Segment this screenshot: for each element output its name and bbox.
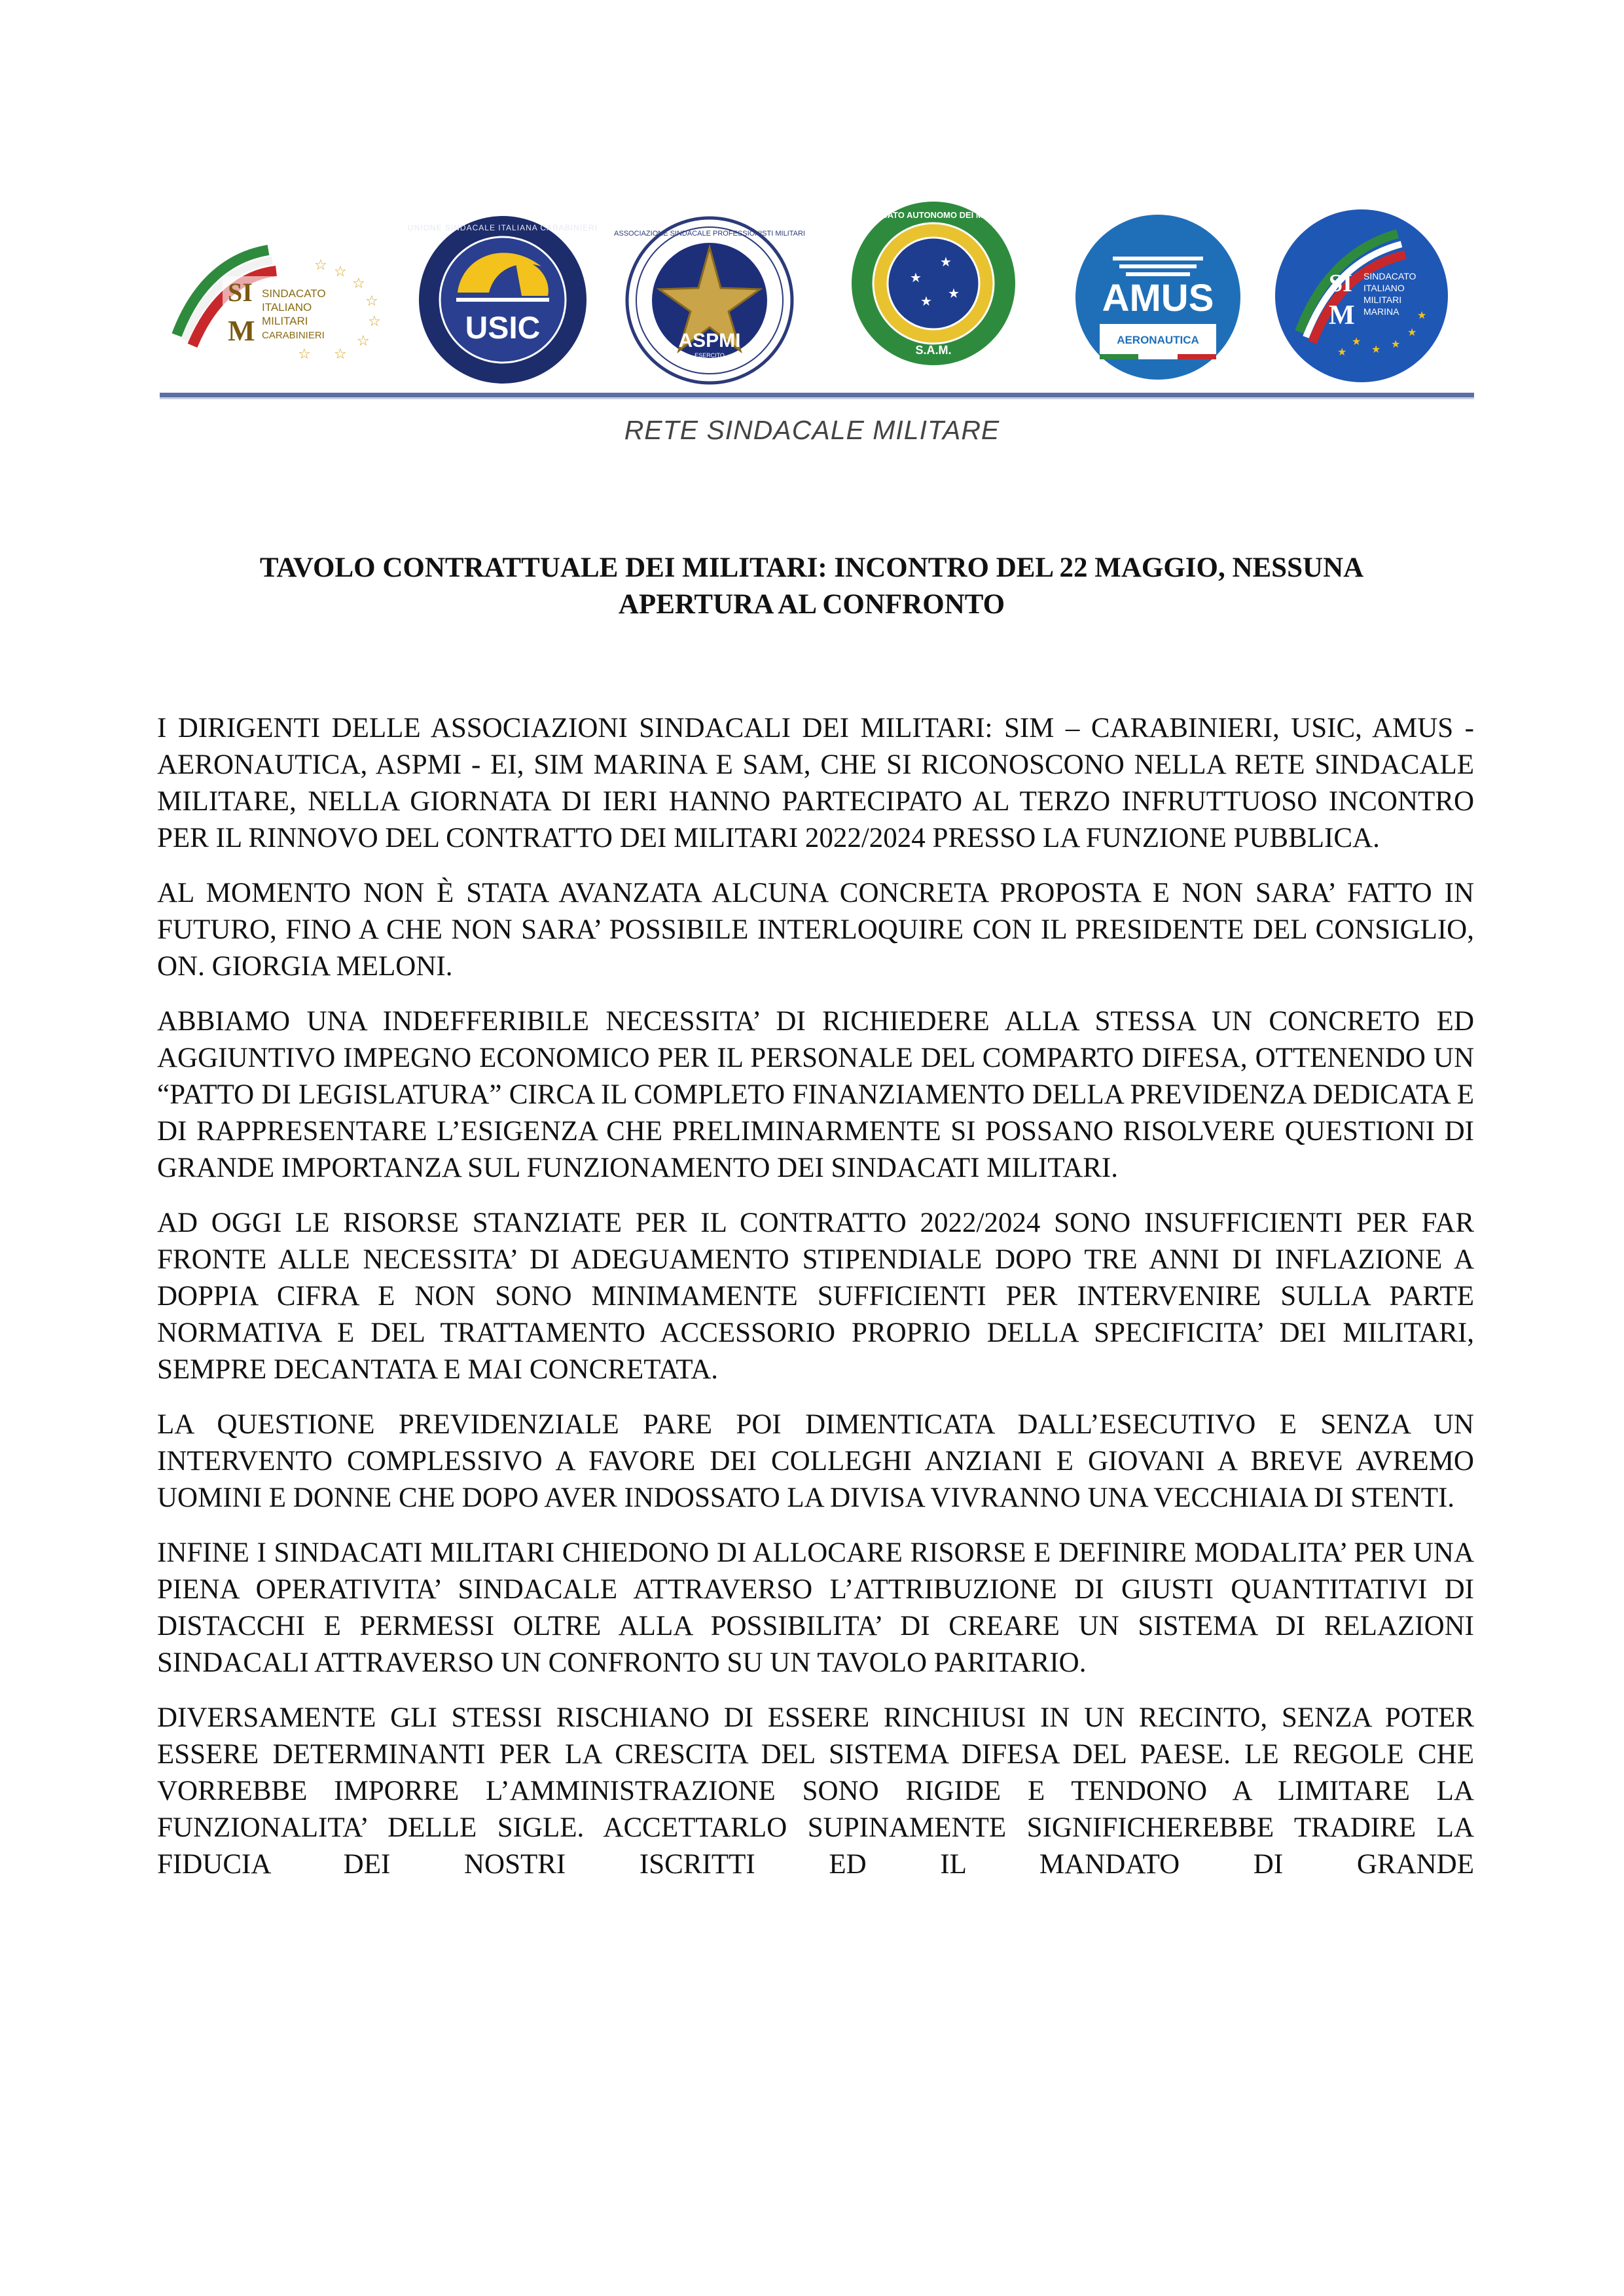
svg-text:☆: ☆ <box>357 333 370 350</box>
network-label: RETE SINDACALE MILITARE <box>624 415 1000 445</box>
svg-text:SI: SI <box>228 278 253 307</box>
paragraph-6: INFINE I SINDACATI MILITARI CHIEDONO DI ALLOCARE RISORSE E DEFINIRE MODALITA’ PER UNA PIENA OPERATIVITA’ SINDACALE ATTRAVERSO L’ATTRIBUZIONE DI GIUSTI QUANTITATIVI DI DISTACCHI E PERMESSI OLTRE ALLA POSSIBILITA’ DI CREARE UN SISTEMA DI RELAZIONI SINDACALI ATTRAVERSO UN CONFRONTO SU UN TAVOLO PARITARIO. <box>157 1537 1474 1678</box>
svg-text:MILITARI: MILITARI <box>262 315 308 327</box>
svg-text:☆: ☆ <box>365 293 378 310</box>
title-line-1: TAVOLO CONTRATTUALE DEI MILITARI: INCONTRO DEL 22 MAGGIO, NESSUNA <box>259 552 1364 583</box>
svg-text:ASPMI: ASPMI <box>678 330 741 351</box>
svg-text:★: ★ <box>940 254 952 270</box>
svg-text:S.A.M.: S.A.M. <box>915 344 952 357</box>
title-line-2: APERTURA AL CONFRONTO <box>618 589 1005 620</box>
svg-text:ASSOCIAZIONE SINDACALE PROFESS: ASSOCIAZIONE SINDACALE PROFESSIONISTI MILITARI <box>614 230 805 238</box>
svg-text:★: ★ <box>910 270 922 285</box>
svg-text:★: ★ <box>1417 309 1427 321</box>
svg-text:CARABINIERI: CARABINIERI <box>262 330 325 341</box>
amus-logo <box>1074 213 1242 382</box>
usic-logo <box>407 214 598 386</box>
svg-text:MILITARI: MILITARI <box>1363 295 1402 305</box>
svg-text:SI: SI <box>1329 270 1352 297</box>
svg-text:☆: ☆ <box>298 346 311 363</box>
svg-text:☆: ☆ <box>368 314 381 330</box>
svg-text:★: ★ <box>920 293 932 309</box>
paragraph-4: AD OGGI LE RISORSE STANZIATE PER IL CONTRATTO 2022/2024 SONO INSUFFICIENTI PER FAR FRONTE ALLE NECESSITA’ DI ADEGUAMENTO STIPENDIALE DOPO TRE ANNI DI INFLAZIONE A DOPPIA CIFRA E NON SONO MINIMAMENTE SUFFICIENTI PER INTERVENIRE SULLA PARTE NORMATIVA E DEL TRATTAMENTO ACCESSORIO PROPRIO DELLA SPECIFICITA’ DEI MILITARI, SEMPRE DECANTATA E MAI CONCRETATA. <box>157 1208 1474 1385</box>
sim-marina-logo <box>1273 207 1450 384</box>
svg-text:★: ★ <box>948 285 960 301</box>
sam-logo <box>850 200 1017 367</box>
svg-text:AMUS: AMUS <box>1102 277 1214 319</box>
svg-text:ITALIANO: ITALIANO <box>1363 283 1405 293</box>
svg-text:UNIONE SINDACALE ITALIANA CARA: UNIONE SINDACALE ITALIANA CARABINIERI <box>407 223 598 232</box>
document-title <box>164 550 1460 623</box>
document-body <box>157 710 1474 1901</box>
paragraph-2: AL MOMENTO NON È STATA AVANZATA ALCUNA CONCRETA PROPOSTA E NON SARA’ FATTO IN FUTURO, FINO A CHE NON SARA’ POSSIBILE INTERLOQUIRE CON IL PRESIDENTE DEL CONSIGLIO, ON. GIORGIA MELONI. <box>157 878 1474 982</box>
svg-text:MARINA: MARINA <box>1363 306 1399 317</box>
svg-text:☆: ☆ <box>314 257 327 274</box>
svg-text:☆: ☆ <box>334 346 347 363</box>
svg-text:M: M <box>228 315 255 347</box>
svg-text:ESERCITO: ESERCITO <box>695 352 725 359</box>
paragraph-5: LA QUESTIONE PREVIDENZIALE PARE POI DIMENTICATA DALL’ESECUTIVO E SENZA UN INTERVENTO COMPLESSIVO A FAVORE DEI COLLEGHI ANZIANI E GIOVANI A BREVE AVREMO UOMINI E DONNE CHE DOPO AVER INDOSSATO LA DIVISA VIVRANNO UNA VECCHIAIA DI STENTI. <box>157 1409 1474 1513</box>
svg-text:ITALIANO: ITALIANO <box>262 301 312 314</box>
header-rule-shadow <box>160 397 1474 399</box>
sim-carabinieri-logo <box>157 237 393 361</box>
svg-text:SINDACATO: SINDACATO <box>1363 271 1416 281</box>
svg-text:AERONAUTICA: AERONAUTICA <box>1117 334 1199 346</box>
svg-text:☆: ☆ <box>352 276 365 292</box>
paragraph-7: DIVERSAMENTE GLI STESSI RISCHIANO DI ESSERE RINCHIUSI IN UN RECINTO, SENZA POTER ESSERE DETERMINANTI PER LA CRESCITA DEL SISTEMA DIFESA DEL PAESE. LE REGOLE CHE VORREBBE IMPORRE L’AMMINISTRAZIONE SONO RIGIDE E TENDONO A LIMITARE LA FUNZIONALITA’ DELLE SIGLE. ACCETTARLO SUPINAMENTE SIGNIFICHEREBBE TRADIRE LA FIDUCIA DEI NOSTRI ISCRITTI ED IL MANDATO DI GRANDE <box>157 1702 1474 1880</box>
aspmi-logo <box>614 216 805 385</box>
logo-strip <box>157 196 1473 393</box>
svg-text:SINDACATO AUTONOMO DEI MILITAR: SINDACATO AUTONOMO DEI MILITARI <box>854 210 1013 220</box>
svg-text:★: ★ <box>1407 326 1417 338</box>
paragraph-1: I DIRIGENTI DELLE ASSOCIAZIONI SINDACALI DEI MILITARI: SIM – CARABINIERI, USIC, AMUS - AERONAUTICA, ASPMI - EI, SIM MARINA E SAM, CHE SI RICONOSCONO NELLA RETE SINDACALE MILITARE, NELLA GIORNATA DI IERI HANNO PARTECIPATO AL TERZO INFRUTTUOSO INCONTRO PER IL RINNOVO DEL CONTRATTO DEI MILITARI 2022/2024 PRESSO LA FUNZIONE PUBBLICA. <box>157 713 1474 853</box>
svg-text:★: ★ <box>1337 346 1347 358</box>
svg-text:SINDACATO: SINDACATO <box>262 287 326 300</box>
svg-text:★: ★ <box>1371 343 1381 355</box>
paragraph-3: ABBIAMO UNA INDEFFERIBILE NECESSITA’ DI RICHIEDERE ALLA STESSA UN CONCRETO ED AGGIUNTIVO IMPEGNO ECONOMICO PER IL PERSONALE DEL COMPARTO DIFESA, OTTENENDO UN “PATTO DI LEGISLATURA” CIRCA IL COMPLETO FINANZIAMENTO DELLA PREVIDENZA DEDICATA E DI RAPPRESENTARE L’ESIGENZA CHE PRELIMINARMENTE SI POSSANO RISOLVERE QUESTIONI DI GRANDE IMPORTANZA SUL FUNZIONAMENTO DEI SINDACATI MILITARI. <box>157 1006 1474 1183</box>
svg-text:M: M <box>1329 300 1355 331</box>
svg-text:☆: ☆ <box>334 264 347 280</box>
svg-text:★: ★ <box>1352 335 1362 348</box>
svg-text:★: ★ <box>1391 338 1401 350</box>
svg-text:USIC: USIC <box>465 311 541 346</box>
header-rule <box>160 393 1474 397</box>
